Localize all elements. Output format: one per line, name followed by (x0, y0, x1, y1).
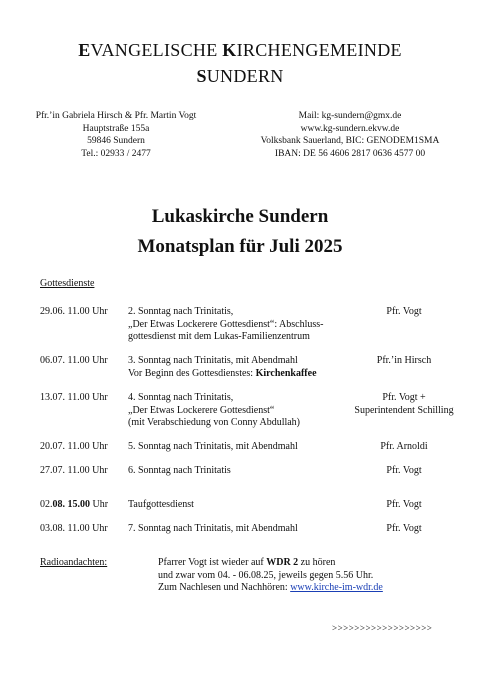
service-row (40, 306, 460, 344)
pastor-names: Pfr.’in Gabriela Hirsch & Pfr. Martin Vogt (35, 111, 197, 121)
service-desc-line: (mit Verabschiedung von Conny Abdullah) (128, 417, 301, 428)
service-pastor (340, 392, 468, 417)
radio-website-link[interactable]: www.kirche-im-wdr.de (290, 582, 383, 593)
service-pastor: Pfr. Arnoldi (380, 441, 428, 452)
service-date: 27.07. 11.00 Uhr (40, 465, 108, 476)
service-date: 06.07. 11.00 Uhr (40, 355, 108, 366)
service-desc-line: gottesdienst mit dem Lukas-Familienzentrum (128, 331, 310, 342)
service-pastor: Pfr.’in Hirsch (376, 355, 432, 366)
service-description: 7. Sonntag nach Trinitatis, mit Abendmahl (128, 523, 298, 534)
radio-line: und zwar vom 04. - 06.08.25, jeweils gegen 5.56 Uhr. (158, 569, 374, 581)
service-date (40, 499, 126, 512)
document-subtitle: Monatsplan für Juli 2025 (137, 236, 343, 257)
postal-city: 59846 Sundern (87, 136, 145, 146)
service-description: 5. Sonntag nach Trinitatis, mit Abendmahl (128, 441, 298, 452)
service-pastor: Pfr. Vogt (386, 523, 422, 534)
service-row (40, 499, 460, 512)
radio-section-label: Radioandachten: (40, 557, 108, 568)
service-desc-line: 3. Sonntag nach Trinitatis, mit Abendmahl (128, 355, 298, 366)
coffee-note-prefix: Vor Beginn des Gottesdienstes: (128, 367, 256, 379)
radio-line1-prefix: Pfarrer Vogt ist wieder auf (158, 557, 267, 568)
pastor-line: Superintendent Schilling (354, 404, 454, 416)
service-row (40, 465, 460, 478)
radio-line1-suffix: zu hören (298, 557, 336, 568)
service-description (128, 355, 368, 380)
bank-iban: IBAN: DE 56 4606 2817 0636 4577 00 (274, 148, 426, 159)
radio-section-text (158, 557, 458, 595)
service-description: Taufgottesdienst (128, 499, 194, 510)
service-date: 29.06. 11.00 Uhr (40, 306, 108, 317)
section-label-services: Gottesdienste (40, 278, 95, 289)
date-highlight: 08. 15.00 (52, 499, 90, 510)
service-row (40, 355, 460, 381)
service-description: 6. Sonntag nach Trinitatis (128, 465, 231, 476)
email-address[interactable]: Mail: kg-sundern@gmx.de (298, 111, 402, 121)
contact-details (240, 110, 460, 160)
service-pastor: Pfr. Vogt (386, 465, 422, 476)
service-desc-line: „Der Etwas Lockerere Gottesdienst“ (128, 404, 275, 416)
service-date: 03.08. 11.00 Uhr (40, 523, 108, 534)
radio-line (158, 557, 458, 570)
service-desc-line: 4. Sonntag nach Trinitatis, (128, 392, 234, 403)
service-row (40, 392, 460, 430)
date-prefix: 02. (40, 499, 53, 510)
service-description (128, 306, 348, 344)
service-pastor: Pfr. Vogt (386, 499, 422, 510)
phone-number: Tel.: 02933 / 2477 (81, 148, 151, 159)
org-word-vangelische: VANGELISCHE (90, 40, 223, 60)
service-description (128, 392, 348, 430)
service-desc-line (128, 368, 368, 381)
radio-station: WDR 2 (266, 557, 299, 568)
organization-name-line2 (0, 66, 480, 87)
organization-name-line1 (0, 40, 480, 61)
service-desc-line: „Der Etwas Lockerere Gottesdienst“: Abschluss- (128, 318, 324, 330)
service-date: 20.07. 11.00 Uhr (40, 441, 108, 452)
website-url[interactable]: www.kg-sundern.ekvw.de (300, 123, 400, 134)
org-word-irchengemeinde: IRCHENGEMEINDE (236, 40, 402, 60)
radio-line (158, 582, 458, 595)
service-row (40, 523, 460, 536)
document-title: Lukaskirche Sundern (151, 206, 329, 227)
org-initial-e: E (78, 40, 91, 60)
service-pastor: Pfr. Vogt (386, 306, 422, 317)
date-suffix: Uhr (90, 499, 109, 510)
service-row (40, 441, 460, 454)
coffee-note-highlight: Kirchenkaffee (255, 367, 317, 379)
street-address: Hauptstraße 155a (82, 123, 150, 134)
org-word-undern: UNDERN (206, 66, 284, 86)
service-date: 13.07. 11.00 Uhr (40, 392, 108, 403)
radio-line3-prefix: Zum Nachlesen und Nachhören: (158, 582, 291, 593)
bank-bic: Volksbank Sauerland, BIC: GENODEM1SMA (260, 136, 440, 146)
org-initial-s: S (196, 66, 207, 86)
org-initial-k: K (222, 40, 237, 60)
pastor-line: Pfr. Vogt + (382, 392, 426, 403)
contact-pastors (0, 110, 232, 160)
service-desc-line: 2. Sonntag nach Trinitatis, (128, 306, 234, 317)
continued-marker: >>>>>>>>>>>>>>>>>> (332, 623, 433, 633)
